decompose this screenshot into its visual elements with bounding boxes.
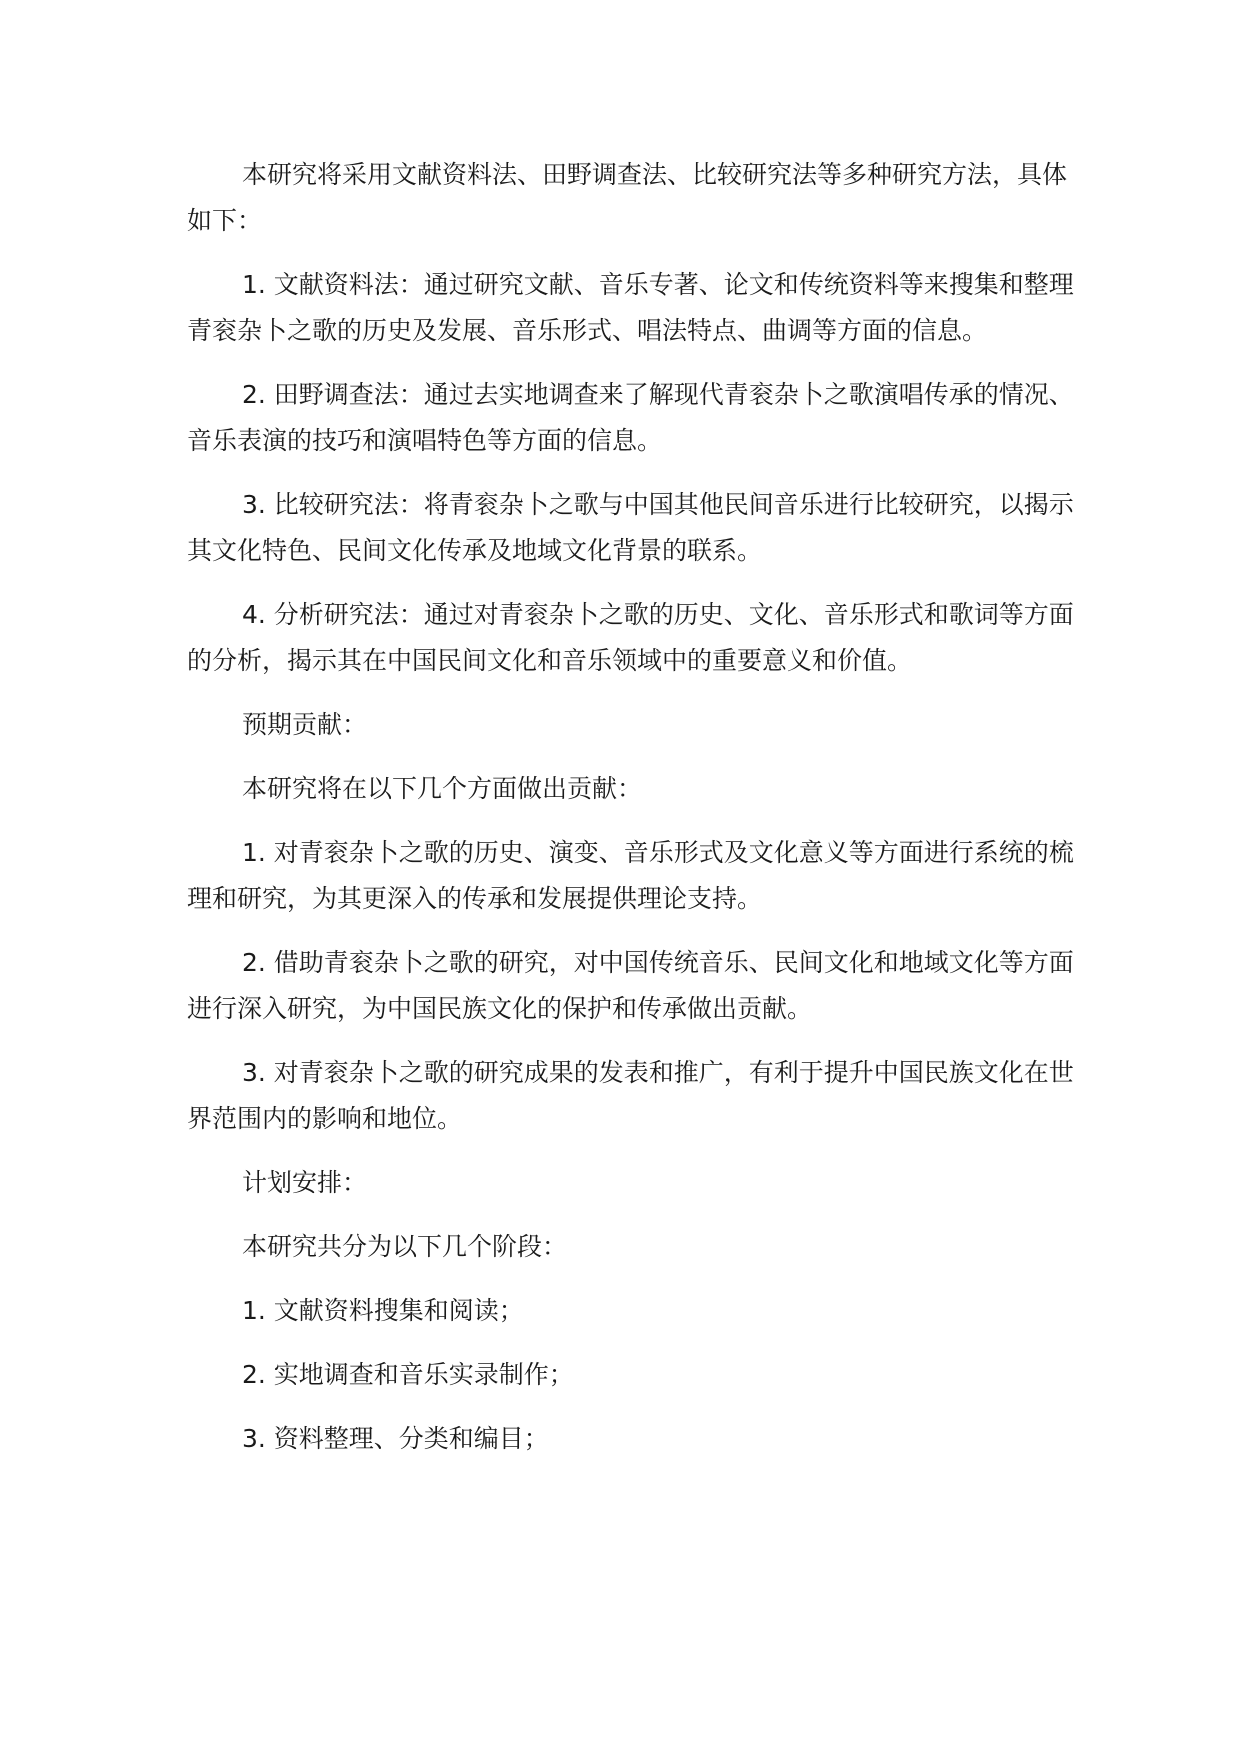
paragraph-contribution-3: 3. 对青衮杂卜之歌的研究成果的发表和推广，有利于提升中国民族文化在世界范围内的影响和地位。 bbox=[187, 1058, 1074, 1133]
paragraph-contribution-1: 1. 对青衮杂卜之歌的历史、演变、音乐形式及文化意义等方面进行系统的梳理和研究，为其更深入的传承和发展提供理论支持。 bbox=[187, 838, 1074, 913]
paragraph-contribution-intro: 本研究将在以下几个方面做出贡献： bbox=[242, 774, 643, 803]
paragraph-contribution-2: 2. 借助青衮杂卜之歌的研究，对中国传统音乐、民间文化和地域文化等方面进行深入研究，为中国民族文化的保护和传承做出贡献。 bbox=[187, 948, 1074, 1023]
heading-plan: 计划安排： bbox=[242, 1168, 368, 1197]
paragraph-plan-intro: 本研究共分为以下几个阶段： bbox=[242, 1232, 568, 1261]
document-body bbox=[187, 152, 1087, 1480]
paragraph-method-analytical: 4. 分析研究法：通过对青衮杂卜之歌的历史、文化、音乐形式和歌词等方面的分析，揭示其在中国民间文化和音乐领域中的重要意义和价值。 bbox=[187, 600, 1074, 675]
paragraph-method-comparative: 3. 比较研究法：将青衮杂卜之歌与中国其他民间音乐进行比较研究，以揭示其文化特色、民间文化传承及地域文化背景的联系。 bbox=[187, 490, 1074, 565]
paragraph-plan-stage-2: 2. 实地调查和音乐实录制作； bbox=[242, 1360, 574, 1389]
paragraph-plan-stage-1: 1. 文献资料搜集和阅读； bbox=[242, 1296, 524, 1325]
paragraph-plan-stage-3: 3. 资料整理、分类和编目； bbox=[242, 1424, 549, 1453]
paragraph-methods-intro: 本研究将采用文献资料法、田野调查法、比较研究法等多种研究方法，具体如下： bbox=[187, 160, 1068, 235]
paragraph-method-fieldwork: 2. 田野调查法：通过去实地调查来了解现代青衮杂卜之歌演唱传承的情况、音乐表演的技巧和演唱特色等方面的信息。 bbox=[187, 380, 1074, 455]
heading-expected-contribution: 预期贡献： bbox=[242, 710, 368, 739]
paragraph-method-literature: 1. 文献资料法：通过研究文献、音乐专著、论文和传统资料等来搜集和整理青衮杂卜之歌的历史及发展、音乐形式、唱法特点、曲调等方面的信息。 bbox=[187, 270, 1074, 345]
